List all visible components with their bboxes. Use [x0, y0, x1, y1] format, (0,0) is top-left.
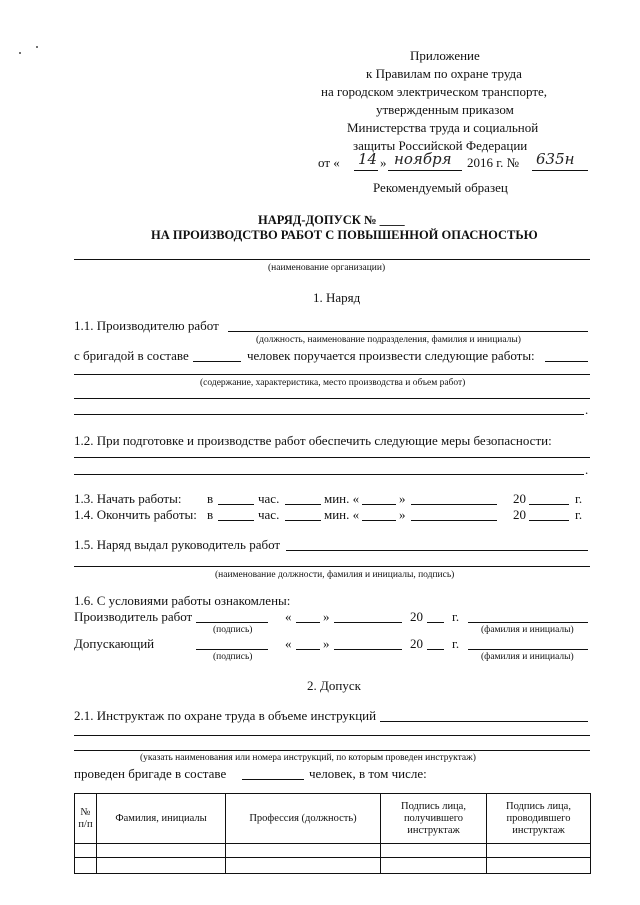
- table-cell[interactable]: [97, 844, 226, 858]
- producer-quote-open: «: [285, 609, 292, 624]
- table-cell[interactable]: [226, 844, 381, 858]
- p15-field[interactable]: [286, 550, 588, 551]
- work-field-start[interactable]: [545, 361, 588, 362]
- p21-field[interactable]: [380, 721, 588, 722]
- work-end-dot: .: [585, 402, 589, 417]
- p14-year-prefix: 20: [513, 507, 526, 522]
- p21-label: 2.1. Инструктаж по охране труда в объеме инструкций: [74, 708, 377, 723]
- brigade-label: с бригадой в составе: [74, 348, 189, 363]
- instruction-table: [74, 793, 591, 874]
- work-caption: (содержание, характеристика, место производства и объем работ): [200, 378, 466, 388]
- table-cell[interactable]: [487, 858, 591, 874]
- appendix-date-day: 14: [358, 150, 378, 168]
- p12-text: 1.2. При подготовке и производстве работ обеспечить следующие меры безопасности:: [74, 433, 552, 448]
- appendix-date-year: 2016 г. №: [467, 155, 520, 170]
- p13-year-prefix: 20: [513, 491, 526, 506]
- work-field-line3[interactable]: [74, 414, 584, 415]
- table-cell[interactable]: [487, 844, 591, 858]
- producer-sign-field[interactable]: [196, 622, 268, 623]
- p16-label: 1.6. С условиями работы ознакомлены:: [74, 593, 291, 608]
- p14-quote-close: »: [399, 507, 406, 522]
- admitter-label: Допускающий: [74, 636, 155, 651]
- p14-year-field[interactable]: [529, 520, 569, 521]
- p14-month-field[interactable]: [411, 520, 497, 521]
- table-row: [75, 858, 591, 874]
- table-cell[interactable]: [381, 844, 487, 858]
- p11-label: 1.1. Производителю работ: [74, 318, 219, 333]
- brigade2-label: проведен бригаде в составе: [74, 766, 227, 781]
- table-cell[interactable]: [226, 858, 381, 874]
- header-name: Фамилия, инициалы: [97, 794, 226, 844]
- p13-label: 1.3. Начать работы:: [74, 491, 182, 506]
- p13-hour: час.: [258, 491, 280, 506]
- section1-heading: 1. Наряд: [313, 290, 361, 305]
- producer-year-prefix: 20: [410, 609, 423, 624]
- admitter-name-caption: (фамилия и инициалы): [481, 652, 574, 662]
- appendix-date-month: ноября: [394, 150, 452, 168]
- p15-label: 1.5. Наряд выдал руководитель работ: [74, 537, 281, 552]
- work-field-line2[interactable]: [74, 398, 590, 399]
- p14-hour-field[interactable]: [218, 520, 254, 521]
- p15-caption: (наименование должности, фамилия и инициалы, подпись): [215, 570, 455, 580]
- table-cell[interactable]: [75, 858, 97, 874]
- p13-day-field[interactable]: [362, 504, 396, 505]
- table-cell[interactable]: [75, 844, 97, 858]
- producer-name-field[interactable]: [468, 622, 588, 623]
- org-caption: (наименование организации): [268, 263, 386, 273]
- brigade2-count-field[interactable]: [242, 779, 304, 780]
- table-header-row: [75, 794, 591, 844]
- p14-label: 1.4. Окончить работы:: [74, 507, 197, 522]
- p11-caption: (должность, наименование подразделения, фамилия и инициалы): [256, 335, 521, 345]
- p13-min: мин. «: [324, 491, 360, 506]
- p12-field-line2[interactable]: [74, 474, 584, 475]
- p14-in: в: [207, 507, 214, 522]
- p21-field-line2[interactable]: [74, 735, 590, 736]
- appendix-line6: защиты Российской Федерации: [353, 138, 528, 153]
- appendix-line5: Министерства труда и социальной: [347, 120, 539, 135]
- admitter-year-field[interactable]: [427, 649, 444, 650]
- p13-month-field[interactable]: [411, 504, 497, 505]
- appendix-date-mid: »: [380, 155, 387, 170]
- scan-speck: [19, 52, 21, 54]
- admitter-quote-close: »: [323, 636, 330, 651]
- appendix-line4: утвержденным приказом: [376, 102, 514, 117]
- section2-heading: 2. Допуск: [307, 678, 361, 693]
- appendix-date-number: 635н: [536, 150, 575, 168]
- producer-year-field[interactable]: [427, 622, 444, 623]
- p11-field[interactable]: [228, 331, 588, 332]
- admitter-month-field[interactable]: [334, 649, 402, 650]
- p14-min-field[interactable]: [285, 520, 321, 521]
- header-number: № п/п: [75, 794, 97, 844]
- producer-year-suffix: г.: [452, 609, 460, 624]
- p14-hour: час.: [258, 507, 280, 522]
- p13-year-field[interactable]: [529, 504, 569, 505]
- brigade2-suffix: человек, в том числе:: [309, 766, 427, 781]
- producer-day-field[interactable]: [296, 622, 320, 623]
- producer-sign-caption: (подпись): [213, 625, 253, 635]
- producer-quote-close: »: [323, 609, 330, 624]
- admitter-sign-field[interactable]: [196, 649, 268, 650]
- admitter-quote-open: «: [285, 636, 292, 651]
- table-row: [75, 844, 591, 858]
- instr-caption: (указать наименования или номера инструкций, по которым проведен инструктаж): [140, 753, 476, 763]
- appendix-line3: на городском электрическом транспорте,: [321, 84, 548, 99]
- p15-field-line2[interactable]: [74, 566, 590, 567]
- header-received-sign: Подпись лица, получившего инструктаж: [381, 794, 487, 844]
- brigade-count-field[interactable]: [193, 361, 241, 362]
- form-title-line2: НА ПРОИЗВОДСТВО РАБОТ С ПОВЫШЕННОЙ ОПАСНОСТЬЮ: [151, 228, 538, 242]
- p13-in: в: [207, 491, 214, 506]
- p21-field-line3[interactable]: [74, 750, 590, 751]
- producer-month-field[interactable]: [334, 622, 402, 623]
- scan-speck: [36, 46, 38, 48]
- brigade-suffix: человек поручается произвести следующие работы:: [247, 348, 535, 363]
- admitter-year-prefix: 20: [410, 636, 423, 651]
- table-cell[interactable]: [381, 858, 487, 874]
- recommended-sample: Рекомендуемый образец: [373, 180, 508, 195]
- producer-name-caption: (фамилия и инициалы): [481, 625, 574, 635]
- p13-quote-close: »: [399, 491, 406, 506]
- admitter-day-field[interactable]: [296, 649, 320, 650]
- appendix-line2: к Правилам по охране труда: [366, 66, 522, 81]
- header-conducted-sign: Подпись лица, проводившего инструктаж: [487, 794, 591, 844]
- admitter-name-field[interactable]: [468, 649, 588, 650]
- work-field-line1[interactable]: [74, 374, 590, 375]
- p14-day-field[interactable]: [362, 520, 396, 521]
- p13-hour-field[interactable]: [218, 504, 254, 505]
- appendix-date-prefix: от «: [318, 155, 340, 170]
- p14-min: мин. «: [324, 507, 360, 522]
- appendix-line1: Приложение: [410, 48, 480, 63]
- header-profession: Профессия (должность): [226, 794, 381, 844]
- admitter-year-suffix: г.: [452, 636, 460, 651]
- p13-min-field[interactable]: [285, 504, 321, 505]
- table-cell[interactable]: [97, 858, 226, 874]
- admitter-sign-caption: (подпись): [213, 652, 253, 662]
- p12-end-dot: .: [585, 462, 589, 477]
- form-title-line1: НАРЯД-ДОПУСК № ____: [258, 213, 405, 227]
- p13-year-suffix: г.: [575, 491, 583, 506]
- p12-field-line1[interactable]: [74, 457, 590, 458]
- producer-label: Производитель работ: [74, 609, 193, 624]
- p14-year-suffix: г.: [575, 507, 583, 522]
